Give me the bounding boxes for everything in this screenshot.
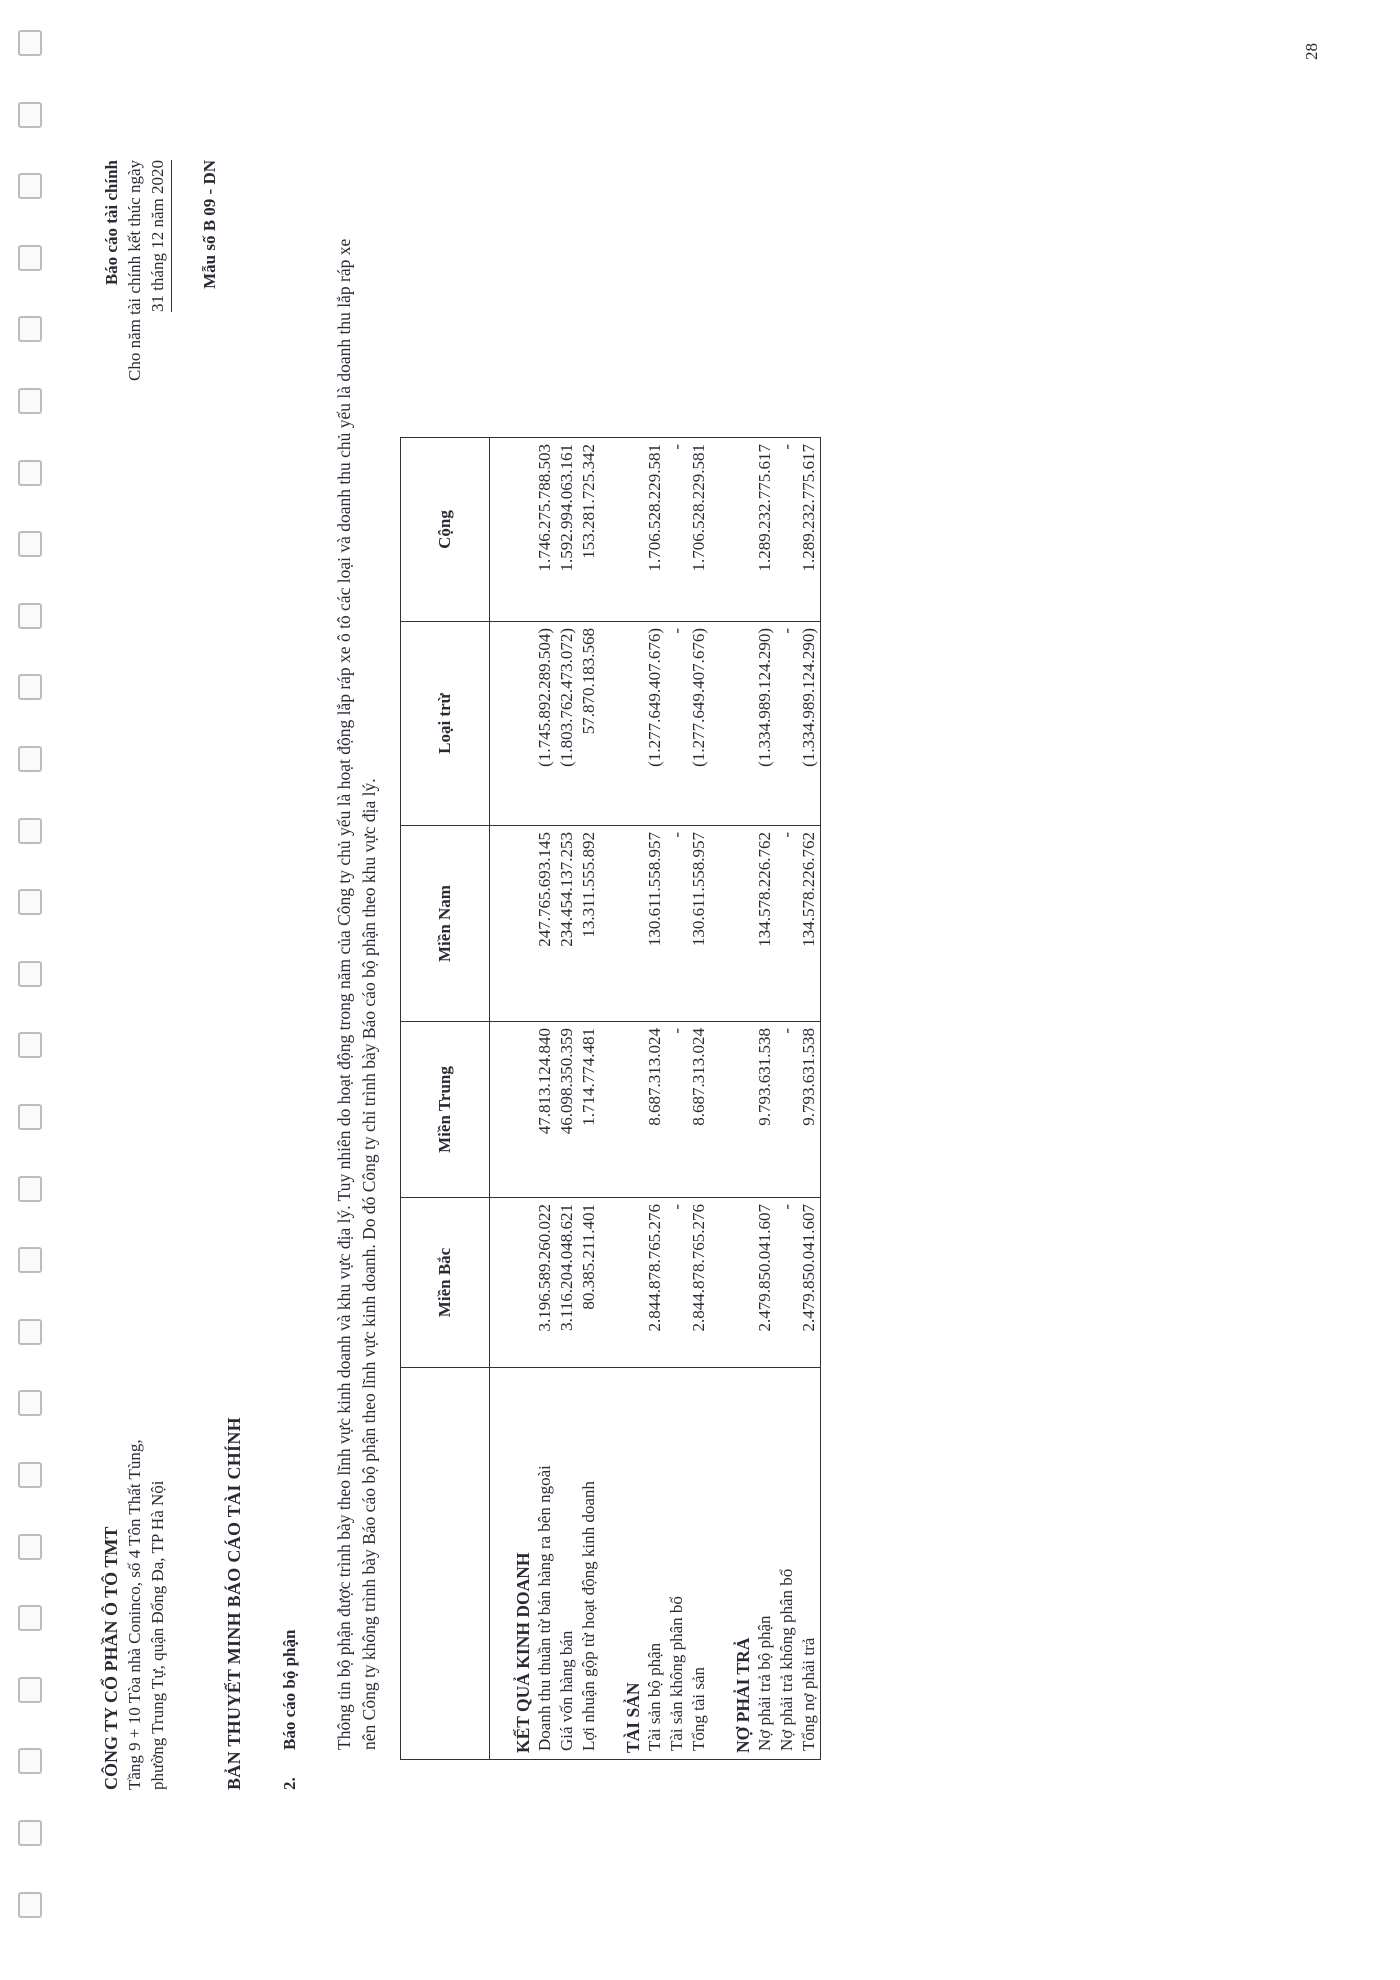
binding-hole [18,1677,42,1703]
company-address-line2: phường Trung Tự, quận Đống Đa, TP Hà Nội [148,1480,167,1790]
value-cell: 3.116.204.048.621 [556,1198,578,1368]
value-cell: (1.745.892.289.504) [534,622,556,826]
value-cell: 9.793.631.538 [754,1022,776,1198]
table-header-row [401,438,490,1760]
value-cell: - [776,622,798,826]
binding-hole [18,1534,42,1560]
value-cell: (1.803.762.473.072) [556,622,578,826]
subsection-title: Báo cáo bộ phận [280,1629,299,1750]
empty-cell [710,1198,754,1368]
empty-cell [600,622,644,826]
table-row [534,438,556,1760]
row-label: Nợ phải trả không phân bổ [776,1368,798,1760]
value-cell: (1.334.989.124.290) [798,622,821,826]
value-cell: 80.385.211.401 [578,1198,600,1368]
page-number: 28 [1302,43,1321,60]
empty-cell [490,1022,535,1198]
binding-hole [18,1748,42,1774]
binding-hole [18,173,42,199]
binding-hole [18,818,42,844]
value-cell: - [776,826,798,1022]
value-cell: 1.706.528.229.581 [644,438,666,622]
group-title: KẾT QUẢ KINH DOANH [490,1368,535,1760]
value-cell: 234.454.137.253 [556,826,578,1022]
value-cell: - [776,1022,798,1198]
table-row [578,438,600,1760]
value-cell: 1.289.232.775.617 [798,438,821,622]
binding-hole [18,674,42,700]
value-cell: 247.765.693.145 [534,826,556,1022]
report-period-line2: 31 tháng 12 năm 2020 [146,160,172,312]
value-cell: 2.479.850.041.607 [798,1198,821,1368]
value-cell: - [666,826,688,1022]
segment-report-table [400,437,821,1760]
empty-cell [490,622,535,826]
binding-hole [18,1176,42,1202]
value-cell: 134.578.226.762 [798,826,821,1022]
empty-cell [600,826,644,1022]
binding-hole [18,1820,42,1846]
binding-hole [18,1892,42,1918]
binding-hole [18,316,42,342]
value-cell: - [776,438,798,622]
binding-hole [18,1605,42,1631]
binding-hole [18,1319,42,1345]
value-cell: 1.706.528.229.581 [688,438,710,622]
value-cell: 2.844.878.765.276 [644,1198,666,1368]
binding-hole [18,460,42,486]
value-cell: 2.844.878.765.276 [688,1198,710,1368]
value-cell: (1.277.649.407.676) [644,622,666,826]
rotated-page [100,140,1300,1790]
value-cell: 1.289.232.775.617 [754,438,776,622]
report-period-line1: Cho năm tài chính kết thúc ngày [125,160,144,381]
header-cell [401,1368,490,1760]
row-label: Doanh thu thuần từ bán hàng ra bên ngoài [534,1368,556,1760]
binding-hole [18,531,42,557]
value-cell: 2.479.850.041.607 [754,1198,776,1368]
value-cell: 3.196.589.260.022 [534,1198,556,1368]
form-number: Mẫu số B 09 - DN [200,160,219,289]
value-cell: 9.793.631.538 [798,1022,821,1198]
value-cell: 13.311.555.892 [578,826,600,1022]
empty-cell [490,826,535,1022]
binding-holes [18,30,50,1970]
empty-cell [710,438,754,622]
row-label: Tổng tài sản [688,1368,710,1760]
value-cell: 134.578.226.762 [754,826,776,1022]
value-cell: (1.334.989.124.290) [754,622,776,826]
header-cell: Cộng [401,438,490,622]
binding-hole [18,1247,42,1273]
company-header [100,1439,169,1790]
header-cell: Miền Trung [401,1022,490,1198]
value-cell: 8.687.313.024 [644,1022,666,1198]
header-cell: Miền Nam [401,826,490,1022]
table-group-row [490,438,535,1760]
value-cell: 130.611.558.957 [644,826,666,1022]
binding-hole [18,245,42,271]
header-cell: Loại trừ [401,622,490,826]
table-group-row [600,438,644,1760]
binding-hole [18,961,42,987]
value-cell: 47.813.124.840 [534,1022,556,1198]
empty-cell [490,438,535,622]
binding-hole [18,746,42,772]
binding-hole [18,1462,42,1488]
row-label: Nợ phải trả bộ phận [754,1368,776,1760]
table-row [798,438,821,1760]
binding-hole [18,388,42,414]
value-cell: 8.687.313.024 [688,1022,710,1198]
value-cell: 153.281.725.342 [578,438,600,622]
value-cell: 57.870.183.568 [578,622,600,826]
table-row [754,438,776,1760]
table-row [776,438,798,1760]
table-row [556,438,578,1760]
report-title: Báo cáo tài chính [102,160,121,286]
empty-cell [710,826,754,1022]
table-row [666,438,688,1760]
value-cell: 1.714.774.481 [578,1022,600,1198]
binding-hole [18,30,42,56]
empty-cell [600,438,644,622]
value-cell: 1.592.994.063.161 [556,438,578,622]
row-label: Tổng nợ phải trả [798,1368,821,1760]
value-cell: 130.611.558.957 [688,826,710,1022]
row-label: Lợi nhuận gộp từ hoạt động kinh doanh [578,1368,600,1760]
group-title: NỢ PHẢI TRẢ [710,1368,754,1760]
value-cell: 1.746.275.788.503 [534,438,556,622]
header-cell: Miền Bắc [401,1198,490,1368]
table-row [688,438,710,1760]
empty-cell [710,622,754,826]
binding-hole [18,1032,42,1058]
value-cell: (1.277.649.407.676) [688,622,710,826]
binding-hole [18,102,42,128]
row-label: Tài sản bộ phận [644,1368,666,1760]
section-title: BẢN THUYẾT MINH BÁO CÁO TÀI CHÍNH [224,1417,244,1790]
empty-cell [600,1022,644,1198]
value-cell: - [666,438,688,622]
value-cell: 46.098.350.359 [556,1022,578,1198]
empty-cell [600,1198,644,1368]
empty-cell [710,1022,754,1198]
subsection-number: 2. [280,1777,299,1790]
value-cell: - [776,1198,798,1368]
value-cell: - [666,1198,688,1368]
group-title: TÀI SẢN [600,1368,644,1760]
company-address-line1: Tầng 9 + 10 Tòa nhà Coninco, số 4 Tôn Thất Tùng, [125,1439,144,1790]
subsection-heading [280,1630,300,1790]
binding-hole [18,1390,42,1416]
binding-hole [18,603,42,629]
report-header [100,160,172,381]
row-label: Tài sản không phân bổ [666,1368,688,1760]
binding-hole [18,889,42,915]
table-group-row [710,438,754,1760]
table-row [644,438,666,1760]
company-name: CÔNG TY CỔ PHẦN Ô TÔ TMT [101,1526,121,1790]
value-cell: - [666,1022,688,1198]
value-cell: - [666,622,688,826]
row-label: Giá vốn hàng bán [556,1368,578,1760]
binding-hole [18,1104,42,1130]
segment-paragraph: Thông tin bộ phận được trình bày theo lĩnh vực kinh doanh và khu vực địa lý. Tuy nhiên do hoạt động trong năm của Công ty chủ yếu là hoạt động lắp ráp xe ô tô các loại và doanh thu chủ yếu là doanh thu lắp ráp xe nên Công ty không trình bày Báo cáo bộ phận theo lĩnh vực kinh doanh. Do đó Công ty chỉ trình bày Báo cáo bộ phận theo khu vực địa lý. [334,238,379,1750]
empty-cell [490,1198,535,1368]
